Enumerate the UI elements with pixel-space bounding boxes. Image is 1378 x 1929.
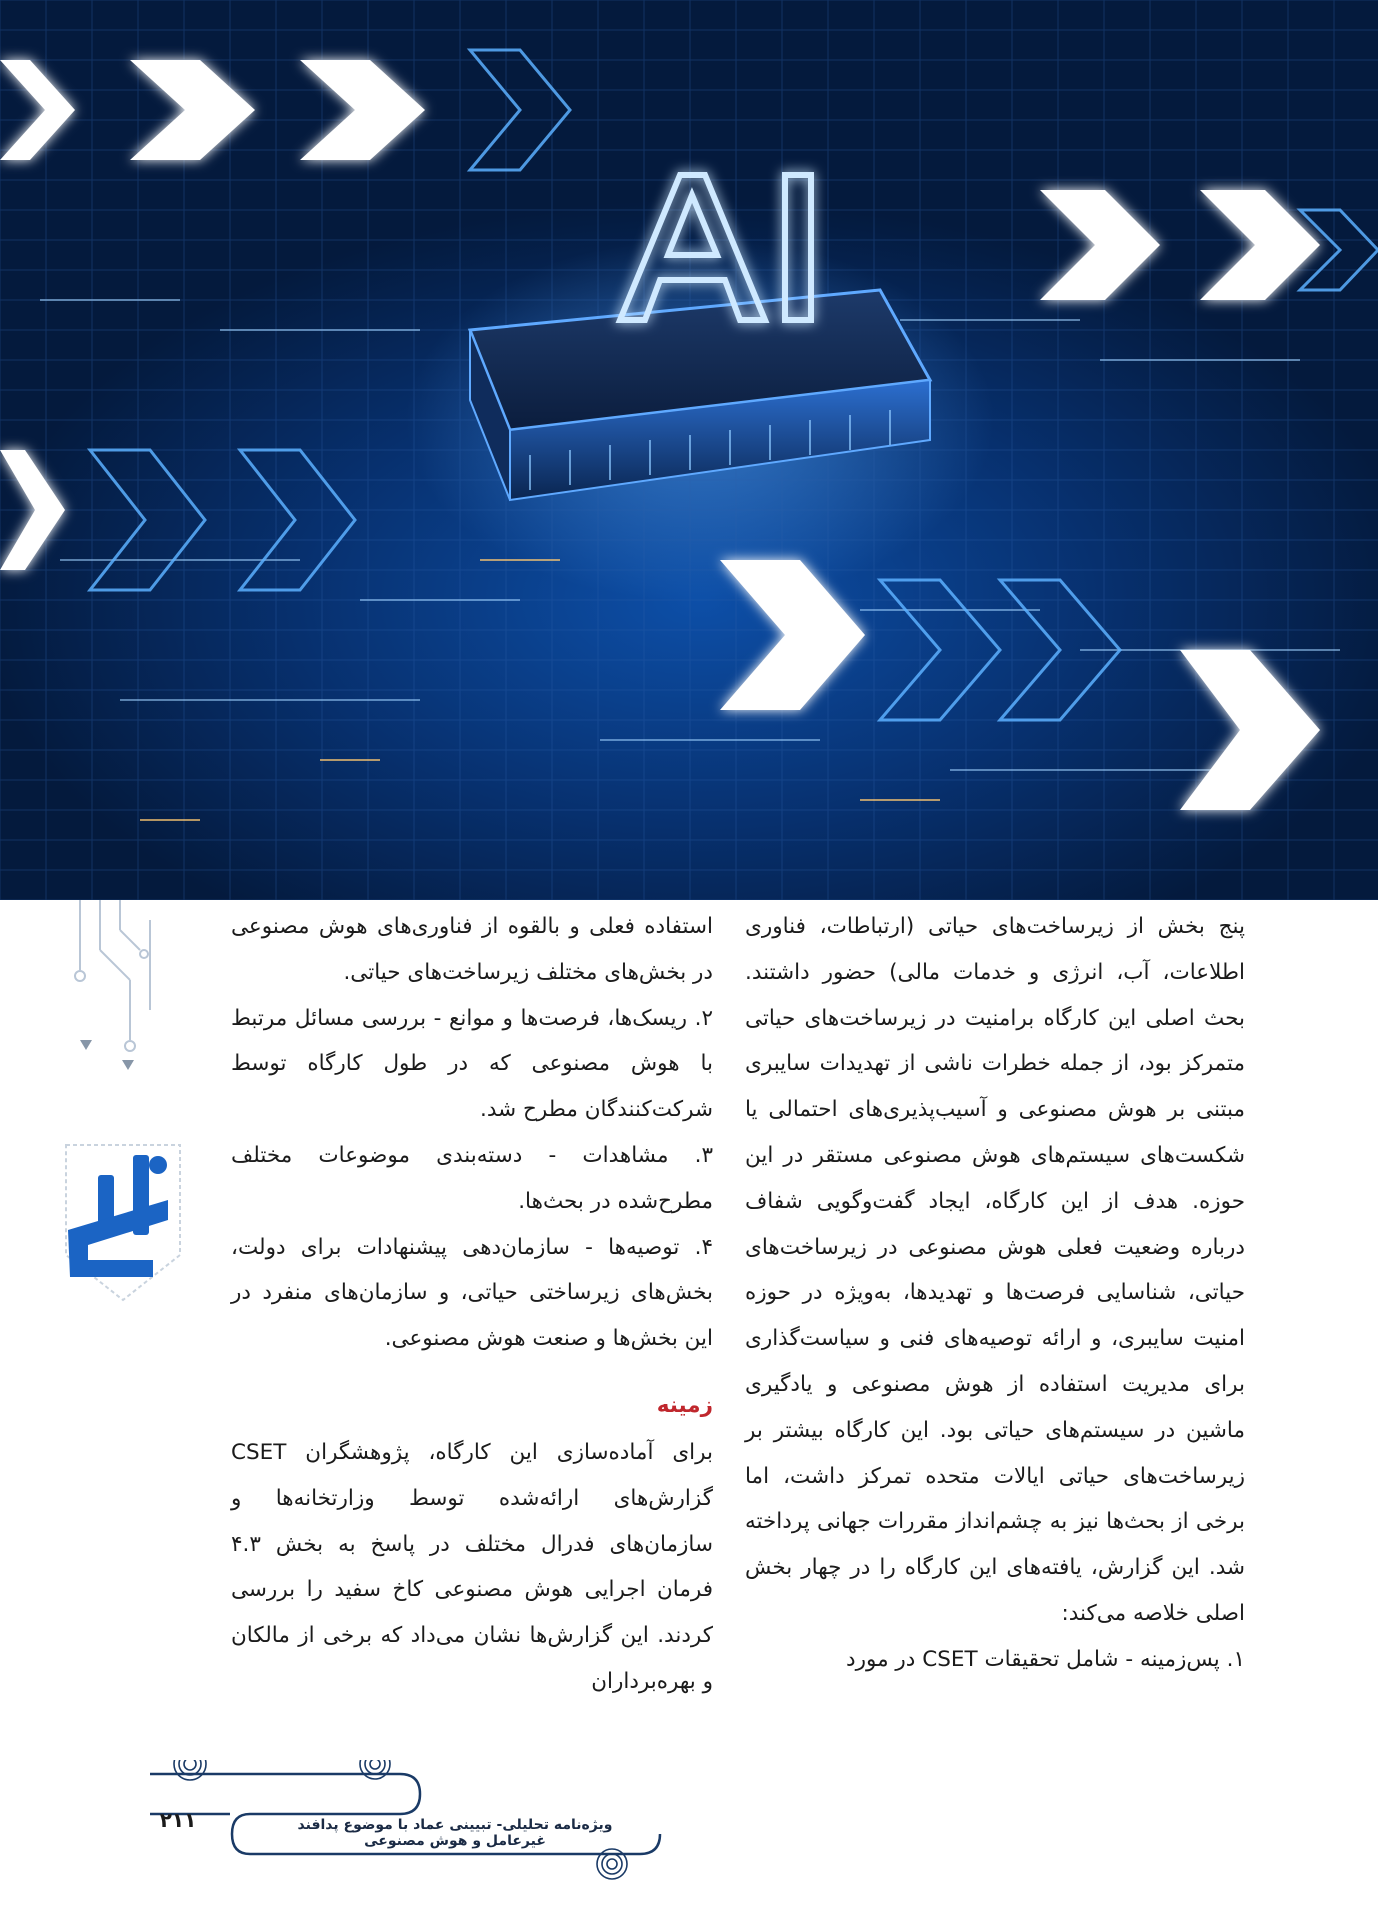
hero-image [0,0,1378,900]
list-item: ۲. ریسک‌ها، فرصت‌ها و موانع - بررسی مسائل مرتبط با هوش مصنوعی که در طول کارگاه توسط شرکت‌کنندگان مطرح شد. [231,1005,713,1123]
emad-logo-icon [58,1135,188,1310]
list-item: ۳. مشاهدات - دسته‌بندی موضوعات مختلف مطرح‌شده در بحث‌ها. [231,1142,713,1214]
column-right [745,904,1245,1683]
list-item: ۴. توصیه‌ها - سازمان‌دهی پیشنهادات برای دولت، بخش‌های زیرساختی حیاتی، و سازمان‌های منفرد در این بخش‌ها و صنعت هوش مصنوعی. [231,1234,713,1352]
section-heading: زمینه [656,1392,713,1418]
paragraph: برای آماده‌سازی این کارگاه، پژوهشگران CSET گزارش‌های ارائه‌شده توسط وزارتخانه‌ها و سازمان‌های فدرال مختلف در پاسخ به بخش ۴.۳ فرمان اجرایی هوش مصنوعی کاخ سفید را بررسی کردند. این گزارش‌ها نشان می‌داد که برخی از مالکان و بهره‌برداران [231,1439,713,1694]
page-number: ۲۱۱ [159,1808,197,1832]
paragraph: ۱. پس‌زمینه - شامل تحقیقات CSET در مورد [846,1646,1245,1672]
circuit-ornament [60,900,170,1090]
paragraph: پنج بخش از زیرساخت‌های حیاتی (ارتباطات، فناوری اطلاعات، آب، انرژی و خدمات مالی) حضور داشتند. بحث اصلی این کارگاه برامنیت در زیرساخت‌های حیاتی متمرکز بود، از جمله خطرات ناشی از تهدیدات سایبری مبتنی بر هوش مصنوعی و آسیب‌پذیری‌های احتمالی یا شکست‌های سیستم‌های هوش مصنوعی مستقر در این حوزه. هدف از این کارگاه، ایجاد گفت‌وگویی شفاف درباره وضعیت فعلی هوش مصنوعی در زیرساخت‌های حیاتی، شناسایی فرصت‌ها و تهدیدها، به‌ویژه در حوزه امنیت سایبری، و ارائه توصیه‌های فنی و سیاست‌گذاری برای مدیریت استفاده از هوش مصنوعی و یادگیری ماشین در سیستم‌های حیاتی بود. این کارگاه بیشتر بر زیرساخت‌های حیاتی ایالات متحده تمرکز داشت، اما برخی از بحث‌ها نیز به چشم‌انداز مقررات جهانی پرداخته شد. این گزارش، یافته‌های این کارگاه را در چهار بخش اصلی خلاصه می‌کند: [745,914,1245,1626]
ai-chip-hero-image [0,0,1378,900]
footer-title: ویژه‌نامه تحلیلی- تبیینی عماد با موضوع پدافند غیرعامل و هوش مصنوعی [297,1817,613,1849]
paragraph: استفاده فعلی و بالقوه از فناوری‌های هوش مصنوعی در بخش‌های مختلف زیرساخت‌های حیاتی. [231,914,713,985]
column-left [231,904,713,1705]
